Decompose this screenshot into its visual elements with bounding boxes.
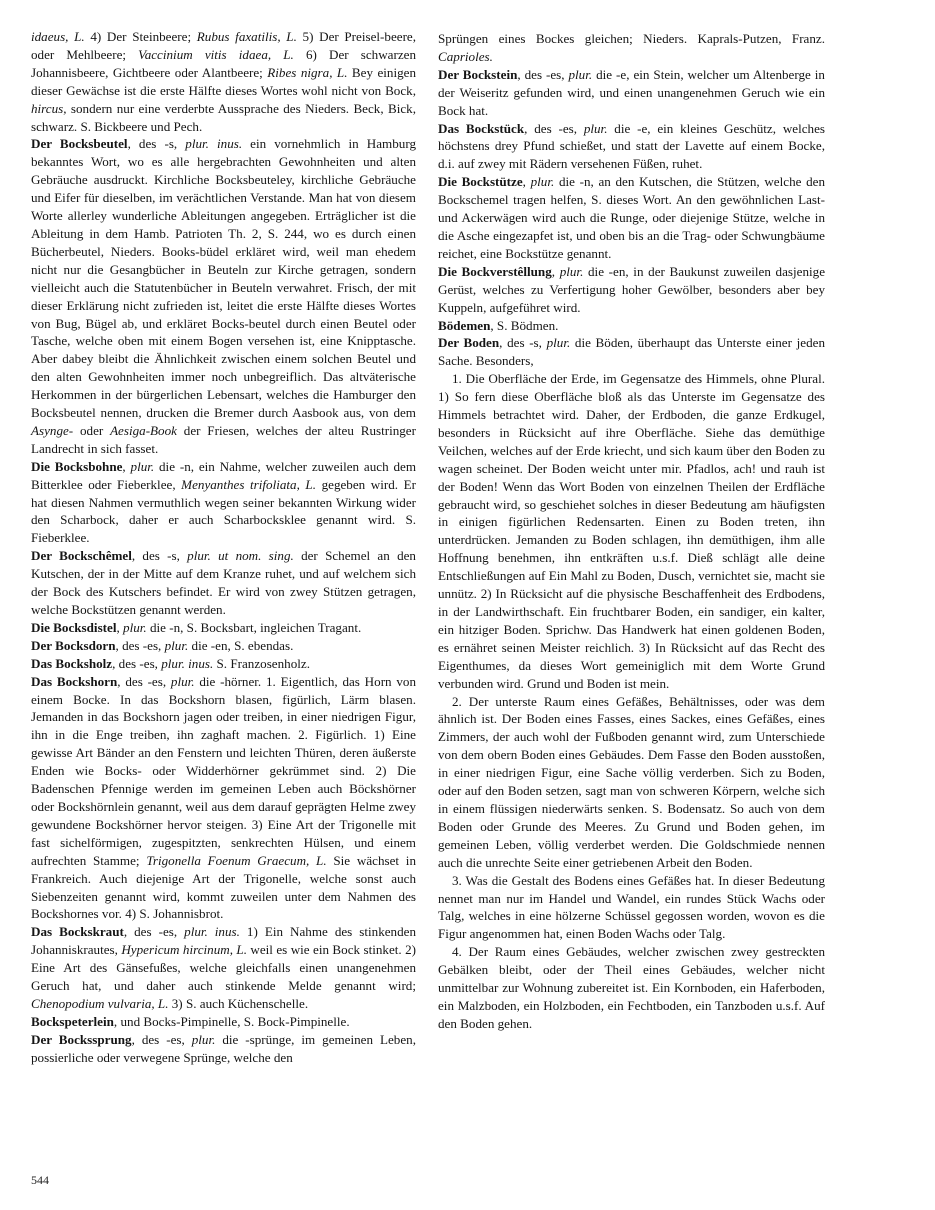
text: , des -es, xyxy=(524,120,584,136)
text: , xyxy=(522,174,531,190)
italic-text: plur. xyxy=(559,263,584,279)
italic-text: Trigonella Foenum Graecum, L. xyxy=(146,852,327,868)
headword: Die Bocksdistel xyxy=(31,619,117,635)
italic-text: plur. xyxy=(546,335,571,351)
italic-text: Caprioles. xyxy=(438,48,493,64)
right-column xyxy=(438,30,825,1033)
text: die -en, in der Baukunst zuweilen dasjenige Gerüst, welches zu Verfertigung hoher Gewölber, besonders aber bey Kuppeln, aufgeführet wird. xyxy=(438,263,826,315)
paragraph xyxy=(438,872,825,944)
headword: Das Bocksholz xyxy=(31,655,113,671)
headword: Das Bockskraut xyxy=(31,924,124,940)
paragraph xyxy=(438,693,825,872)
italic-text: plur. xyxy=(123,619,147,635)
text: 1) Ein Nahme des stinkenden Johanniskrautes, xyxy=(31,924,417,958)
dictionary-entry xyxy=(31,673,416,924)
italic-text: idaeus, L. xyxy=(31,29,85,44)
text: der Friesen, welches der alteu Rustringer Landrecht in sich fasset. xyxy=(31,422,416,456)
text: weil es wie ein Bock stinket. 2) Eine Art des Gänsefußes, welche gleichfalls einen unangenehmen Geruch hat, und daher auch stinkende Melde genannt wird; xyxy=(31,942,417,994)
dictionary-entry xyxy=(31,1031,416,1067)
text: gegeben wird. Er hat diesen Nahmen vermuthlich wegen seiner bekannten Wirkung wider den Scharbock, daher er auch Scharbocksklee genannt wird. S. Fieberklee. xyxy=(31,476,417,546)
text: 2. Der unterste Raum eines Gefäßes, Behältnisses, oder was dem ähnlich ist. Der Boden eines Fasses, eines Sackes, eines Gefäßes, eines Zimmers, der auch wohl der Fußboden genannt wird, zum Unterschiede von dem obern Boden eines Gebäudes. Dem Fasse den Boden ausstoßen, in einer niedrigen Figur, eine Sache völlig verderben. Sich zu Boden, oder auf den Boden setzen, sagt man von schweren Körpern, welche sich in einem flüssigen niederwärts senken. S. Bodensatz. So auch von dem Boden oder Grunde des Meeres. Zu Grund und Boden gehen, im gemeinen Leben, völlig verderbet werden. Die Goldschmiede nennen auch die unrechte Seite einer getriebenen Arbeit den Boden. xyxy=(438,693,825,870)
headword: Die Bockstütze xyxy=(438,174,523,190)
dictionary-entry xyxy=(438,120,825,174)
text: Sie wächset in Frankreich. Auch diejenige Art der Trigonelle, welche sonst auch Siebenzeiten genannt wird, kommt zuweilen unter dem Nahmen des Bockshornes vor. 4) S. Johannisbrot. xyxy=(31,852,416,922)
headword: Das Bockshorn xyxy=(31,673,118,689)
headword: Die Bockverstêllung xyxy=(438,263,552,279)
page-number: 544 xyxy=(31,1173,49,1187)
italic-text: Chenopodium vulvaria, L. xyxy=(31,995,169,1011)
italic-text: Vaccinium vitis idaea, L. xyxy=(138,46,294,62)
headword: Der Bocksdorn xyxy=(31,637,116,653)
text: , des -es, xyxy=(117,673,171,689)
text: die -e, ein kleines Geschütz, welches höchstens drey Pfund schießet, und statt der Lavette auf einem Bocke, d.i. auf zwey mit Rädern versehenen Füßen, ruhet. xyxy=(438,120,825,172)
text: die Böden, überhaupt das Unterste einer jeden Sache. Besonders, xyxy=(438,335,825,369)
text: die -sprünge, im gemeinen Leben, possierliche oder verwegene Sprünge, welche den xyxy=(31,1031,416,1065)
text: , und Bocks-Pimpinelle, S. Bock-Pimpinelle. xyxy=(113,1013,350,1029)
dictionary-entry xyxy=(31,1013,416,1031)
dictionary-entry xyxy=(438,317,825,335)
paragraph xyxy=(438,370,825,692)
italic-text: plur. xyxy=(530,174,555,190)
dictionary-entry xyxy=(438,334,825,370)
headword: Bockspeterlein xyxy=(31,1013,114,1029)
paragraph xyxy=(31,28,416,135)
dictionary-entry xyxy=(438,66,825,120)
italic-text: plur. inus. xyxy=(185,136,243,152)
italic-text: Ribes nigra, L. xyxy=(267,64,348,80)
dictionary-entry xyxy=(31,619,416,637)
paragraph xyxy=(438,30,825,66)
text: 4) Der Steinbeere; xyxy=(84,29,197,44)
text: die -n, an den Kutschen, die Stützen, welche den Bockschemel tragen helfen, S. dieses Wort. An den gewöhnlichen Last- und Ackerwägen wird auch die Runge, oder diejenige Stütze, welche in die Asche eingezapfet ist, und oben bis an die Trag- oder Schwungbäume reichet, eine Bockstütze genannt. xyxy=(438,174,826,261)
text: , xyxy=(116,619,124,635)
text: sondern nur eine verderbte Aussprache des Nieders. Beck, Bick, schwarz. S. Bickbeere und Pech. xyxy=(31,100,416,134)
dictionary-entry xyxy=(438,173,825,263)
headword: Der Boden xyxy=(438,335,500,351)
paragraph xyxy=(438,943,825,1033)
text: , des -es, xyxy=(517,66,569,82)
dictionary-entry xyxy=(31,135,416,457)
italic-text: plur. inus. xyxy=(184,924,240,940)
text: die -hörner. 1. Eigentlich, das Horn von einem Bocke. In das Bockshorn blasen, figürlich, Lärm blasen. Jemanden in das Bockshorn jagen oder treiben, in einer niedrigen Figur, ihn in die Enge treiben, ihn zaghaft machen. 2. Figürlich. 1) Eine gewisse Art Bänder an den Fenstern und leichten Thüren, deren äußerste Enden wie Bocks- oder Widderhörner gekrümmet sind. 2) Die Badenschen Pfennige werden im gemeinen Leben auch Böckshörner oder Bockshörnlein genannt, weil aus dem darauf geprägten Helme zwey gewundene Bockshörner hervor steigen. 3) Eine Art der Trigonelle mit fast sichelförmigen, zugespitzten, senkrechten Hülsen, und einem aufrechten Stamme; xyxy=(31,673,417,868)
text: , des -s, xyxy=(131,548,188,564)
italic-text: Menyanthes trifoliata, L. xyxy=(181,476,316,492)
headword: Die Bocksbohne xyxy=(31,458,123,474)
text: , des -es, xyxy=(131,1031,192,1047)
italic-text: plur. xyxy=(164,637,189,653)
text: , S. Bödmen. xyxy=(490,317,559,333)
text: 4. Der Raum eines Gebäudes, welcher zwischen zwey gestreckten Gebälken bleibt, oder der Theil eines Gebäudes, welcher nicht unmittelbar zur Wohnung zubereitet ist. Ein Kornboden, ein Haferboden, ein Malzboden, ein Holzboden, ein Fechtboden, ein Tanzboden u.s.f. Auf den Boden gehen. xyxy=(438,944,825,1031)
text: , des -s, xyxy=(499,335,547,351)
italic-text: Aesiga-Book xyxy=(110,422,177,438)
text: 1. Die Oberfläche der Erde, im Gegensatze des Himmels, ohne Plural. 1) So fern diese Oberfläche bloß als das Unterste im Gegensatze des Himmels betrachtet wird. Daher, der Erdboden, die ganze Erdkugel, besonders in Rücksicht auf ihre Oberfläche. Siehe das demüthige Veilchen, welches auf der Erde kriecht, und sich kaum über den Boden zu wagen scheinet. Der Boden weicht unter mir. Pfadlos, ach! und rauh ist der Boden! Wenn das Wort Boden von einzelnen Theilen der Erdfläche gebraucht wird, so geschiehet solches in dieser Bedeutung am häufigsten in einigen figürlichen Redensarten. Einen zu Boden treten, ihn unterdrücken. Jemanden zu Boden schlagen, ihn demüthigen, ihm alle Hoffnung benehmen, ihn entkräften u.s.f. Dieß schlägt alle deine Entschließungen auf Ein Mahl zu Boden, Dusch, vernichtet sie, macht sie unnütz. 2) In Rücksicht auf die physische Beschaffenheit des Erdbodens, in der Landwirthschaft. Ein fruchtbarer Boden, ein sandiger, ein kalter, ein hitziger Boden. Sprichw. Das Handwerk hat einen goldenen Boden, es ernähret seinen Meister reichlich. 3) In Rücksicht auf das Recht des Eigenthumes, da dieses Wort gemeiniglich mit dem Worte Grund verbunden wird. Grund und Boden ist mein. xyxy=(438,371,825,691)
text: 3. Was die Gestalt des Bodens eines Gefäßes hat. In dieser Bedeutung nennet man nur im Handel und Wandel, ein rundes Stück Wachs oder Talg, welches in eine hölzerne Schüssel gegossen worden, wovon es die Figur angenommen hat, einen Boden Wachs oder Talg. xyxy=(438,872,825,942)
italic-text: plur. xyxy=(583,120,608,136)
text: , des -s, xyxy=(127,136,186,152)
text: 6) Der schwarzen Johannisbeere, Gichtbeere oder Alantbeere; xyxy=(31,46,417,80)
headword: Der Bockstein xyxy=(438,66,518,82)
text: , des -es, xyxy=(115,637,165,653)
dictionary-entry xyxy=(31,923,416,1013)
text: der Schemel an den Kutschen, der in der Mitte auf dem Kranze ruhet, und auf welchem sich der Bock des Kutschers befindet. Er wird von zwey Stützen getragen, welche Bockstützen genannt werden. xyxy=(31,548,416,617)
headword: Das Bockstück xyxy=(438,120,525,136)
italic-text: plur. inus. xyxy=(161,655,214,671)
dictionary-entry xyxy=(31,458,416,548)
italic-text: plur. ut nom. sing. xyxy=(187,548,294,564)
text: 3) S. auch Küchenschelle. xyxy=(168,995,309,1011)
text: die -en, S. ebendas. xyxy=(188,637,294,653)
headword: Der Bockschêmel xyxy=(31,548,132,564)
text: ein vornehmlich in Hamburg bekanntes Wort, wo es alle hergebrachten Gewohnheiten und alten Gebräuche ausdruckt. Kirchliche Bocksbeuteley, kirchliche Gebräuche und Eifer für dieselben, im verächtlichen Verstande. Man hat von diesem Worte allerley wunderliche Ableitungen angegeben. Erträglicher ist die Ableitung in dem Hamb. Patrioten Th. 2, S. 244, wo es durch einen Bücherbeutel, Nieders. Books-büdel erkläret wird, weil man ehedem nicht nur die Gesangbücher in Beuteln zur Kirche getragen, sondern vielleicht auch die Statutenbücher in Beuteln verwahret. Frisch, der mit dieser Erklärung nicht zufrieden ist, leitet die erste Hälfte dieses Wortes von Bug, Bügel ab, und erkläret Bocks-beutel durch einen Beutel oder Tasche, welche oben mit einem Bogen versehen ist, eine Knipptasche. Aber dabey bleibt die Ähnlichkeit zwischen einem solchen Beutel und den alten Gewohnheiten immer noch unbegreiflich. Das altväterische Herkommen in der bürgerlichen Lebensart, welches die Hamburger den Bocksbeutel nennen, drucken die Bremer durch Aasbook aus, von dem xyxy=(31,136,416,421)
headword: Der Bockssprung xyxy=(31,1031,132,1047)
text: S. Franzosenholz. xyxy=(213,655,310,671)
text: 5) Der Preisel-beere, oder Mehlbeere; xyxy=(31,29,417,62)
italic-text: Asynge- xyxy=(31,422,74,438)
left-column xyxy=(31,28,416,1067)
text: Bey einigen dieser Gewächse ist die erste Hälfte dieses Wortes wohl nicht von Bock, xyxy=(31,64,416,98)
headword: Der Bocksbeutel xyxy=(31,136,128,152)
italic-text: plur. xyxy=(191,1031,216,1047)
text: , xyxy=(122,458,131,474)
text: , des -es, xyxy=(112,655,162,671)
dictionary-entry xyxy=(31,655,416,673)
dictionary-entry xyxy=(31,637,416,655)
text: die -n, S. Bocksbart, ingleichen Tragant. xyxy=(146,619,362,635)
text: Sprüngen eines Bockes gleichen; Nieders. Kaprals-Putzen, Franz. xyxy=(438,31,825,46)
italic-text: hircus, xyxy=(31,100,67,116)
text: die -e, ein Stein, welcher um Altenberge in der Weiseritz gefunden wird, und einen unangenehmen Geruch wie ein Bock hat. xyxy=(438,66,825,118)
italic-text: Rubus faxatilis, L. xyxy=(196,29,297,44)
headword: Bödemen xyxy=(438,317,491,333)
text: , xyxy=(551,263,560,279)
italic-text: plur. xyxy=(170,673,195,689)
dictionary-entry xyxy=(438,263,825,317)
dictionary-entry xyxy=(31,547,416,619)
text: oder xyxy=(73,422,111,438)
italic-text: plur. xyxy=(568,66,593,82)
italic-text: Hypericum hircinum, L. xyxy=(121,942,247,958)
text: die -n, ein Nahme, welcher zuweilen auch dem Bitterklee oder Fieberklee, xyxy=(31,458,417,492)
italic-text: plur. xyxy=(130,458,155,474)
text: , des -es, xyxy=(123,924,185,940)
